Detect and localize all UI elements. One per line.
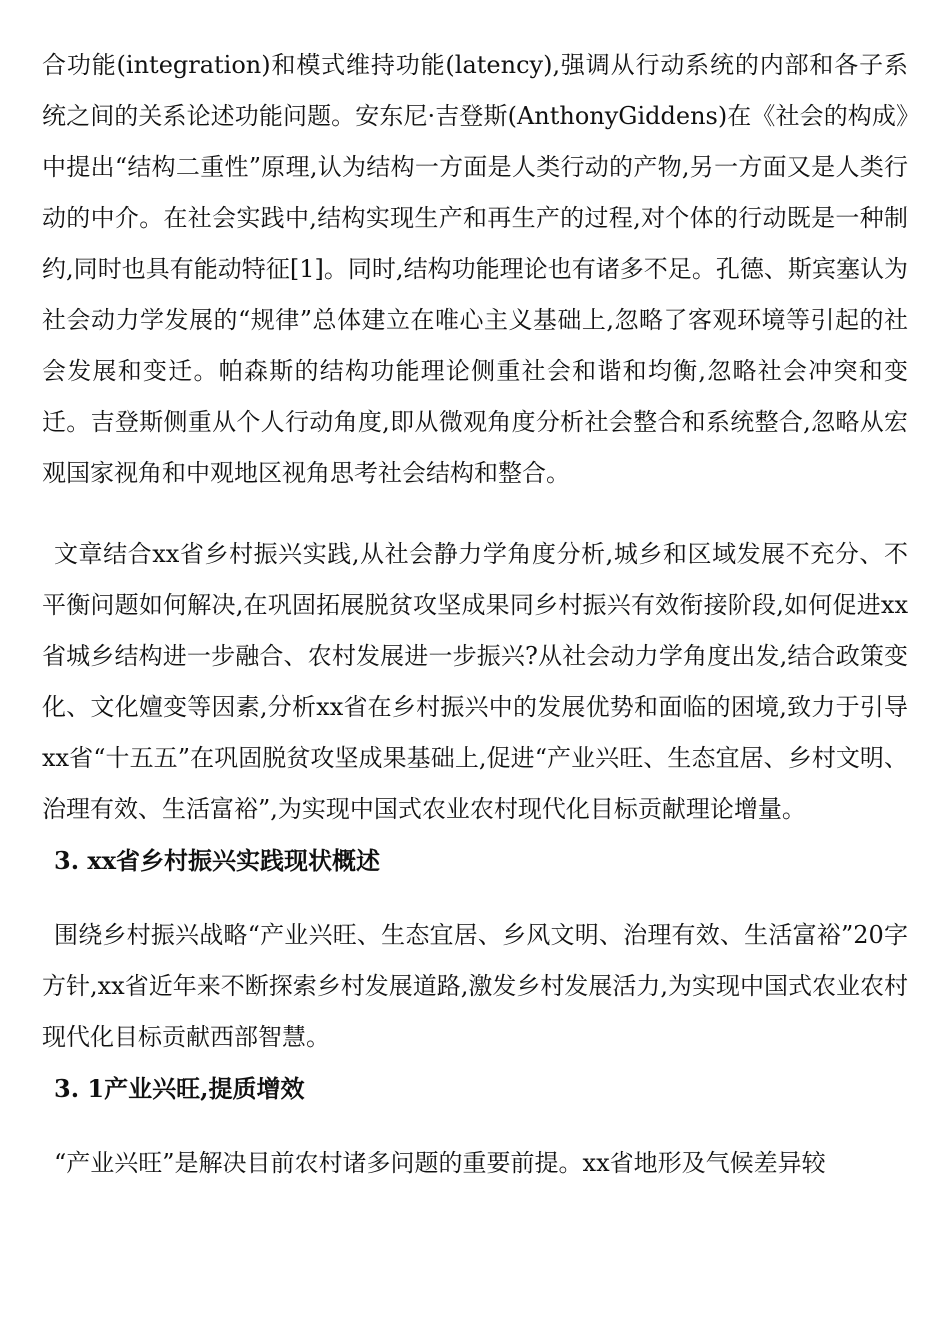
paragraph-article-purpose: 文章结合xx省乡村振兴实践,从社会静力学角度分析,城乡和区域发展不充分、不平衡问题如何解决,在巩固拓展脱贫攻坚成果同乡村振兴有效衔接阶段,如何促进xx省城乡结构进一步融合、农村发展进一步振兴?从社会动力学角度出发,结合政策变化、文化嬗变等因素,分析xx省在乡村振兴中的发展优势和面临的困境,致力于引导xx省“十五五”在巩固脱贫攻坚成果基础上,促进“产业兴旺、生态宜居、乡村文明、治理有效、生活富裕”,为实现中国式农业农村现代化目标贡献理论增量。 [42,540,908,823]
paragraph-section-3-1: “产业兴旺”是解决目前农村诸多问题的重要前提。xx省地形及气候差异较 [54,1149,826,1177]
paragraph-section-3: 围绕乡村振兴战略“产业兴旺、生态宜居、乡风文明、治理有效、生活富裕”20字方针,xx省近年来不断探索乡村发展道路,激发乡村发展活力,为实现中国式农业农村现代化目标贡献西部智慧。 [42,921,908,1051]
document-page [42,40,908,1189]
paragraph-structural-functionalism: 合功能(integration)和模式维持功能(latency),强调从行动系统的内部和各子系统之间的关系论述功能问题。安东尼·吉登斯(AnthonyGiddens)在《社会的构成》中提出“结构二重性”原理,认为结构一方面是人类行动的产物,另一方面又是人类行动的中介。在社会实践中,结构实现生产和再生产的过程,对个体的行动既是一种制约,同时也具有能动特征[1]。同时,结构功能理论也有诸多不足。孔德、斯宾塞认为社会动力学发展的“规律”总体建立在唯心主义基础上,忽略了客观环境等引起的社会发展和变迁。帕森斯的结构功能理论侧重社会和谐和均衡,忽略社会冲突和变迁。吉登斯侧重从个人行动角度,即从微观角度分析社会整合和系统整合,忽略从宏观国家视角和中观地区视角思考社会结构和整合。 [42,51,908,487]
section-heading-3-1: 3. 1产业兴旺,提质增效 [54,1074,305,1103]
section-heading-3: 3. xx省乡村振兴实践现状概述 [54,846,381,875]
